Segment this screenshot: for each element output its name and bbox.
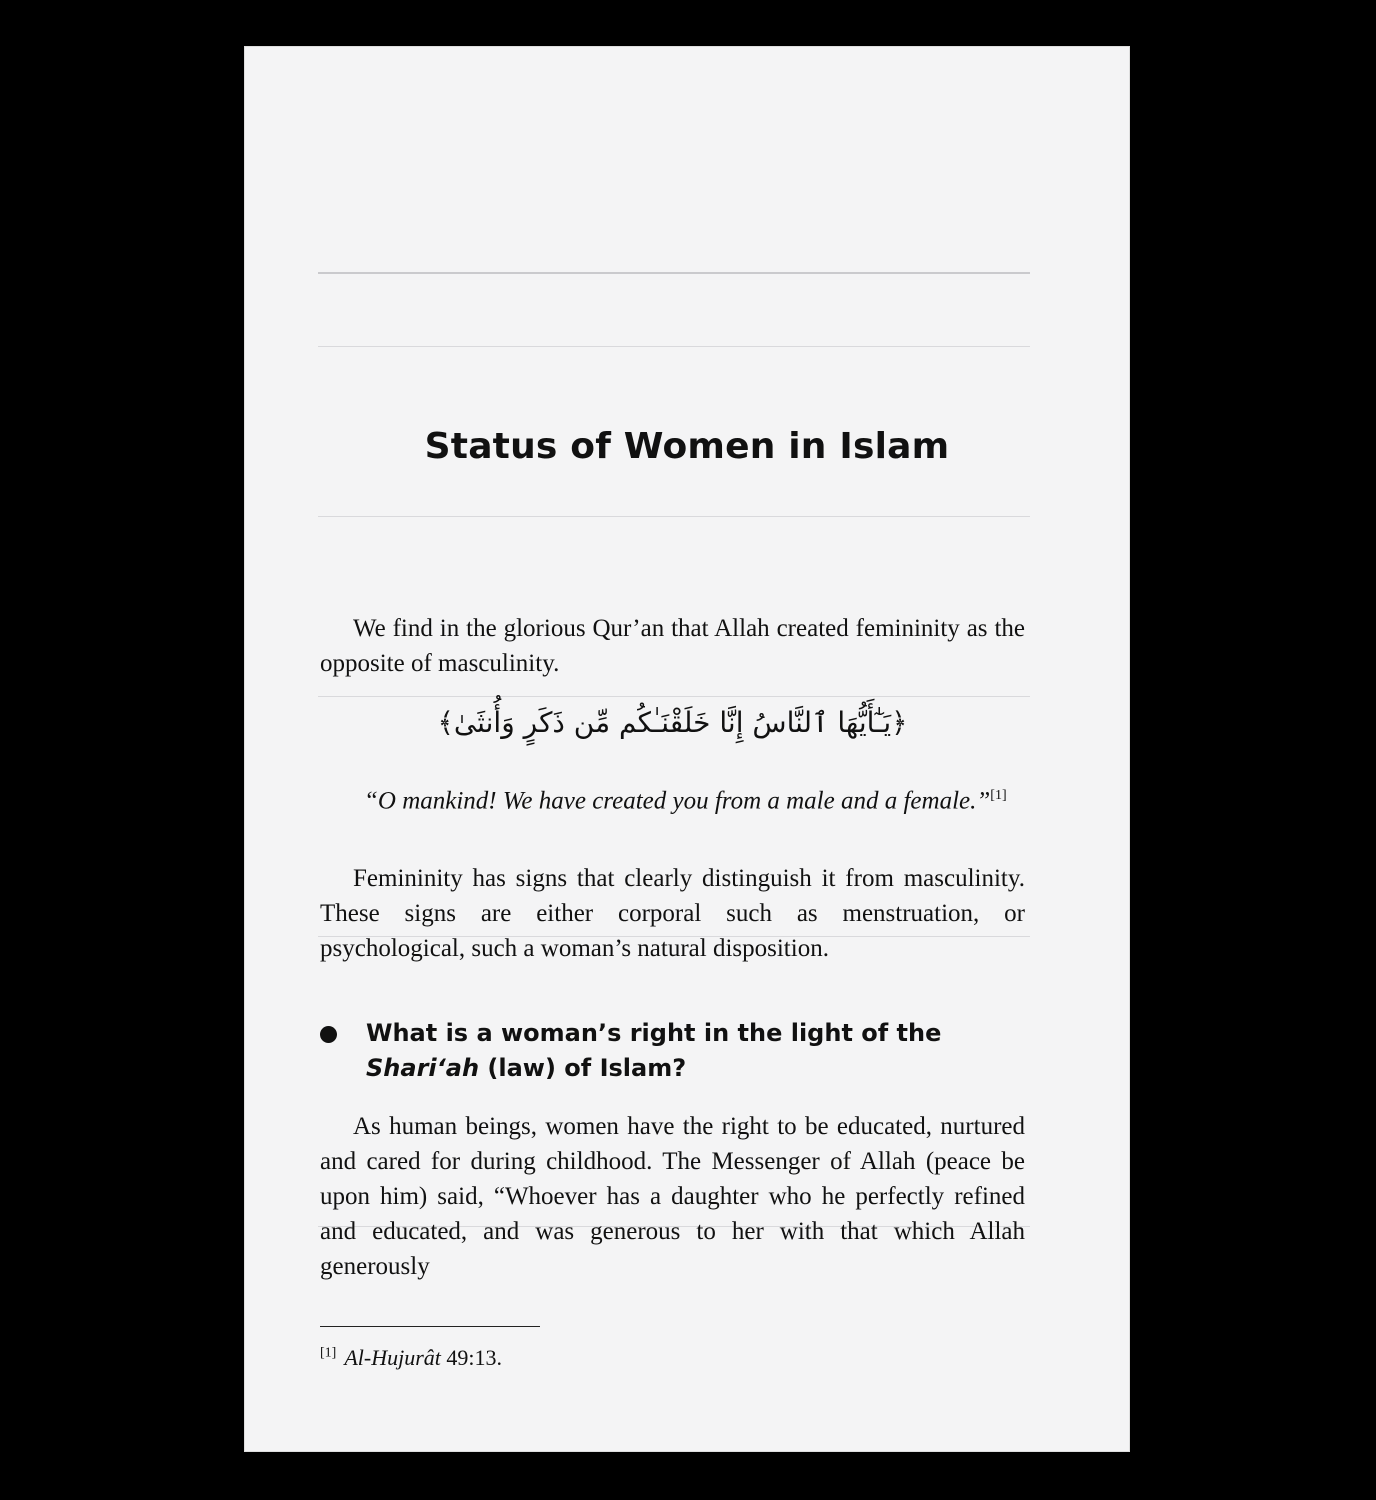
paragraph-femininity: We find in the glorious Qur’an that Allah created femininity as the opposite of masculinity.	[320, 615, 1025, 677]
book-page	[244, 46, 1130, 1452]
verse-translation	[364, 779, 1024, 818]
show-through-header-rule	[318, 272, 1030, 274]
footnote-divider	[320, 1326, 540, 1327]
section-heading	[320, 1016, 1025, 1086]
footnote-ref: [1]	[990, 788, 1007, 803]
show-through-line	[318, 346, 1030, 347]
heading-text-start: What is a woman’s right in the light of the	[366, 1019, 942, 1047]
footnote-source: Al-Hujurât	[344, 1345, 441, 1370]
page-title: Status of Women in Islam	[424, 426, 950, 467]
show-through-line	[318, 516, 1030, 517]
heading-term: Shari‘ah	[366, 1054, 480, 1082]
verse-translation-text: “O mankind! We have created you from a male and a female.”	[364, 787, 991, 815]
heading-text-end: (law) of Islam?	[487, 1054, 687, 1082]
paragraph-rights: As human beings, women have the right to be educated, nurtured and cared for during childhood. The Messenger of Allah (peace be upon him) said, “Whoever has a daughter who he perfectly refined and educated, and was generous to her with that which Allah generously	[320, 1113, 1025, 1280]
show-through-line	[318, 696, 1030, 697]
arabic-verse: ﴿يَـٰٓأَيُّهَا ٱلنَّاسُ إِنَّا خَلَقْنَـٰكُم مِّن ذَكَرٍ وَأُنثَىٰ﴾	[437, 706, 908, 739]
bullet-icon	[320, 1026, 337, 1043]
paragraph-signs: Femininity has signs that clearly distinguish it from masculinity. These signs are either corporal such as menstruation, or psychological, such a woman’s natural disposition.	[320, 865, 1025, 962]
footnote-ref-number: 49:13.	[446, 1345, 503, 1370]
footnote-marker: [1]	[320, 1345, 337, 1361]
footnote	[320, 1345, 502, 1371]
